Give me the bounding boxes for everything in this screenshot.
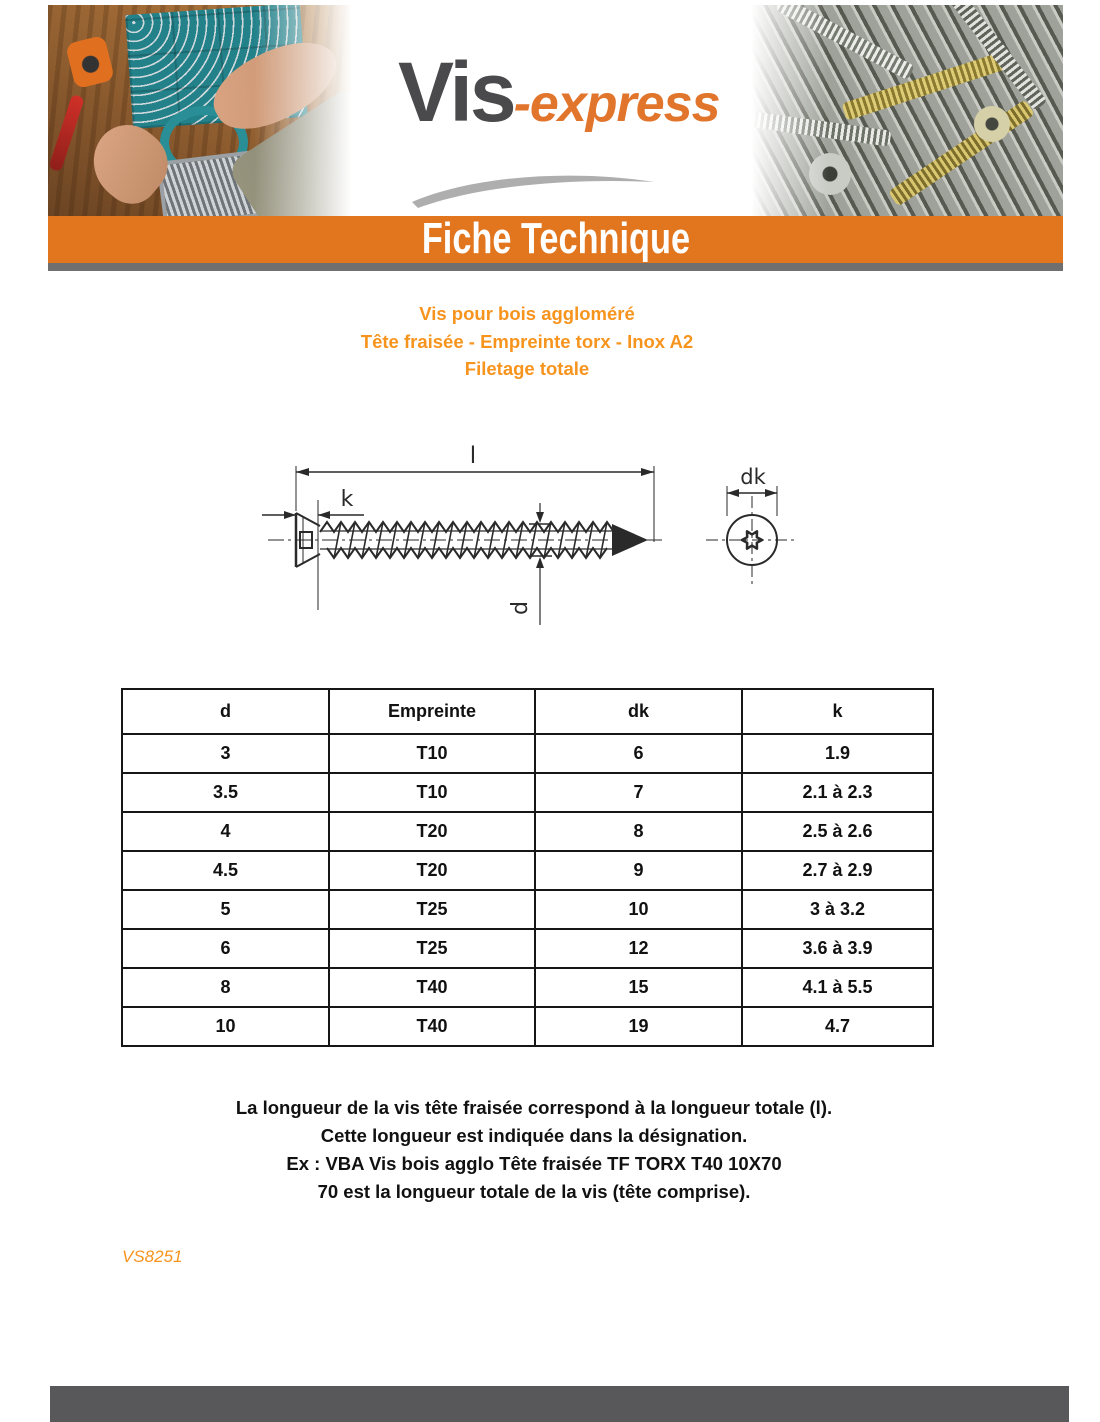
photo-fade — [745, 5, 828, 216]
header-photo-workbench — [48, 5, 360, 216]
table-cell: 10 — [535, 890, 742, 929]
column-header-k: k — [742, 689, 933, 734]
footer-bar — [50, 1386, 1069, 1422]
table-cell: 3.6 à 3.9 — [742, 929, 933, 968]
banner — [48, 216, 1063, 263]
column-header-dk: dk — [535, 689, 742, 734]
product-title-block — [0, 300, 1054, 383]
table-cell: 3 à 3.2 — [742, 890, 933, 929]
table-row — [122, 851, 933, 890]
note-line2: Cette longueur est indiquée dans la désignation. — [320, 1125, 748, 1146]
brand-logo — [398, 44, 720, 141]
table-cell: 8 — [535, 812, 742, 851]
banner-shadow-bar — [48, 263, 1063, 271]
table-cell: 1.9 — [742, 734, 933, 773]
screw-head-shape — [974, 106, 1010, 142]
note-line3: Ex : VBA Vis bois agglo Tête fraisée TF TORX T40 10X70 — [286, 1153, 782, 1174]
table-cell: T20 — [329, 851, 535, 890]
table-row — [122, 929, 933, 968]
brand-name-secondary: -express — [513, 75, 720, 133]
table-cell: 5 — [122, 890, 329, 929]
table-cell: 2.5 à 2.6 — [742, 812, 933, 851]
table-cell: 4 — [122, 812, 329, 851]
table-cell: 4.7 — [742, 1007, 933, 1046]
column-header-empreinte: Empreinte — [329, 689, 535, 734]
table-cell: 4.1 à 5.5 — [742, 968, 933, 1007]
table-cell: 2.7 à 2.9 — [742, 851, 933, 890]
table-cell: 2.1 à 2.3 — [742, 773, 933, 812]
reference-code: VS8251 — [122, 1247, 183, 1266]
screw-shape — [888, 100, 1035, 207]
table-cell: T40 — [329, 968, 535, 1007]
dim-label-diameter: d — [508, 601, 533, 615]
table-row — [122, 773, 933, 812]
table-cell: T25 — [329, 929, 535, 968]
dim-label-total-length: l — [469, 443, 477, 469]
table-cell: 19 — [535, 1007, 742, 1046]
table-cell: 9 — [535, 851, 742, 890]
table-cell: 6 — [122, 929, 329, 968]
screw-shape — [942, 5, 1047, 111]
table-cell: 15 — [535, 968, 742, 1007]
table-cell: 8 — [122, 968, 329, 1007]
photo-fade — [254, 5, 360, 216]
product-title-line1: Vis pour bois aggloméré — [419, 303, 635, 324]
table-cell: 3.5 — [122, 773, 329, 812]
dimensions-table — [121, 688, 934, 1047]
product-title-line3: Filetage totale — [464, 358, 590, 379]
product-title-line2: Tête fraisée - Empreinte torx - Inox A2 — [360, 330, 694, 352]
brand-name-primary: Vis — [398, 45, 514, 139]
table-cell: 7 — [535, 773, 742, 812]
tape-measure-shape — [65, 35, 115, 89]
length-notes-block — [0, 1094, 1068, 1206]
table-row — [122, 968, 933, 1007]
table-cell: 10 — [122, 1007, 329, 1046]
table-cell: 12 — [535, 929, 742, 968]
table-cell: T10 — [329, 773, 535, 812]
note-line4: 70 est la longueur totale de la vis (tête comprise). — [317, 1181, 751, 1202]
table-cell: 4.5 — [122, 851, 329, 890]
logo-swoosh — [408, 168, 658, 210]
table-row — [122, 1007, 933, 1046]
table-row — [122, 812, 933, 851]
table-cell: 6 — [535, 734, 742, 773]
table-row — [122, 734, 933, 773]
table-cell: 3 — [122, 734, 329, 773]
table-header-row — [122, 689, 933, 734]
table-cell: T20 — [329, 812, 535, 851]
table-cell: T25 — [329, 890, 535, 929]
column-header-d: d — [122, 689, 329, 734]
table-row — [122, 890, 933, 929]
banner-title: Fiche Technique — [421, 214, 690, 263]
note-line1: La longueur de la vis tête fraisée correspond à la longueur totale (l). — [235, 1097, 833, 1118]
dim-label-head-height: k — [340, 487, 354, 512]
table-cell: T10 — [329, 734, 535, 773]
screwdriver-shape — [49, 94, 85, 172]
dim-label-head-diameter: dk — [740, 465, 766, 489]
header-photo-screws — [745, 5, 1063, 216]
screw-technical-drawing — [240, 440, 830, 650]
table-cell: T40 — [329, 1007, 535, 1046]
